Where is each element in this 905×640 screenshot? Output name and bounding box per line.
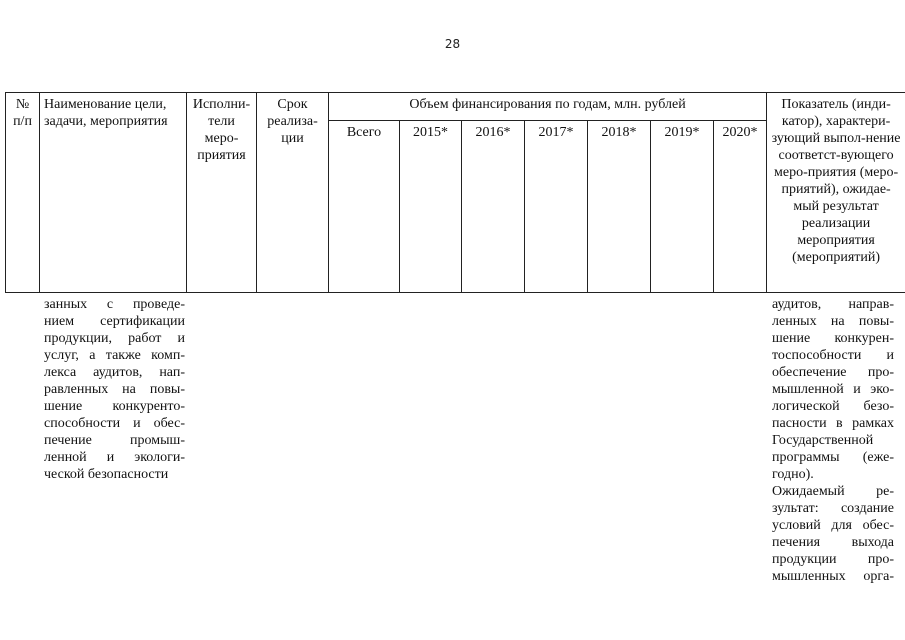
text-line: Государственной [772, 433, 874, 448]
text-line: печение промыш- [44, 433, 185, 448]
text-line: мышленных орга- [772, 569, 894, 584]
header-total: Всего [329, 121, 400, 293]
text-line: ческой безопасности [44, 467, 169, 482]
header-financing: Объем финансирования по годам, млн. рублей [329, 93, 767, 121]
text-line: шение конкурен- [772, 331, 894, 346]
program-table-header [5, 92, 905, 293]
activity-name-continuation [44, 296, 185, 483]
text-line: зультат: создание [772, 501, 894, 516]
header-year-2015: 2015* [400, 121, 462, 293]
header-executors: Исполни-тели меро-приятия [187, 93, 257, 293]
header-name: Наименование цели, задачи, мероприятия [40, 93, 187, 293]
text-line: нием сертификации [44, 314, 185, 329]
text-line: пасности в рамках [772, 416, 894, 431]
text-line: условий для обес- [772, 518, 894, 533]
text-line: услуг, а также комп- [44, 348, 185, 363]
text-line: аудитов, направ- [772, 297, 894, 312]
header-term: Срок реализа-ции [257, 93, 329, 293]
text-line: продукции про- [772, 552, 894, 567]
text-line: способности и обес- [44, 416, 185, 431]
text-line: ленной и экологи- [44, 450, 185, 465]
text-line: программы (еже- [772, 450, 894, 465]
text-line: Ожидаемый ре- [772, 484, 894, 499]
text-line: мышленной и эко- [772, 382, 894, 397]
text-line: лекса аудитов, нап- [44, 365, 185, 380]
text-line: тоспособности и [772, 348, 894, 363]
text-line: годно). [772, 467, 814, 482]
text-line: ленных на повы- [772, 314, 894, 329]
text-line: занных с проведе- [44, 297, 185, 312]
header-row-number: № п/п [6, 93, 40, 293]
text-line: печения выхода [772, 535, 894, 550]
header-year-2016: 2016* [462, 121, 525, 293]
header-year-2018: 2018* [588, 121, 651, 293]
text-line: равленных на повы- [44, 382, 185, 397]
header-indicator: Показатель (инди-катор), характери-зующий выпол-нение соответст-вующего меро-приятия (меро-приятий), ожидае-мый результат реализации мероприятия (мероприятий) [767, 93, 905, 293]
header-year-2017: 2017* [525, 121, 588, 293]
indicator-continuation [772, 296, 894, 585]
text-line: обеспечение про- [772, 365, 894, 380]
text-line: логической безо- [772, 399, 894, 414]
text-line: шение конкуренто- [44, 399, 185, 414]
text-line: продукции, работ и [44, 331, 185, 346]
page-number: 28 [444, 37, 461, 51]
header-year-2020: 2020* [714, 121, 767, 293]
header-year-2019: 2019* [651, 121, 714, 293]
